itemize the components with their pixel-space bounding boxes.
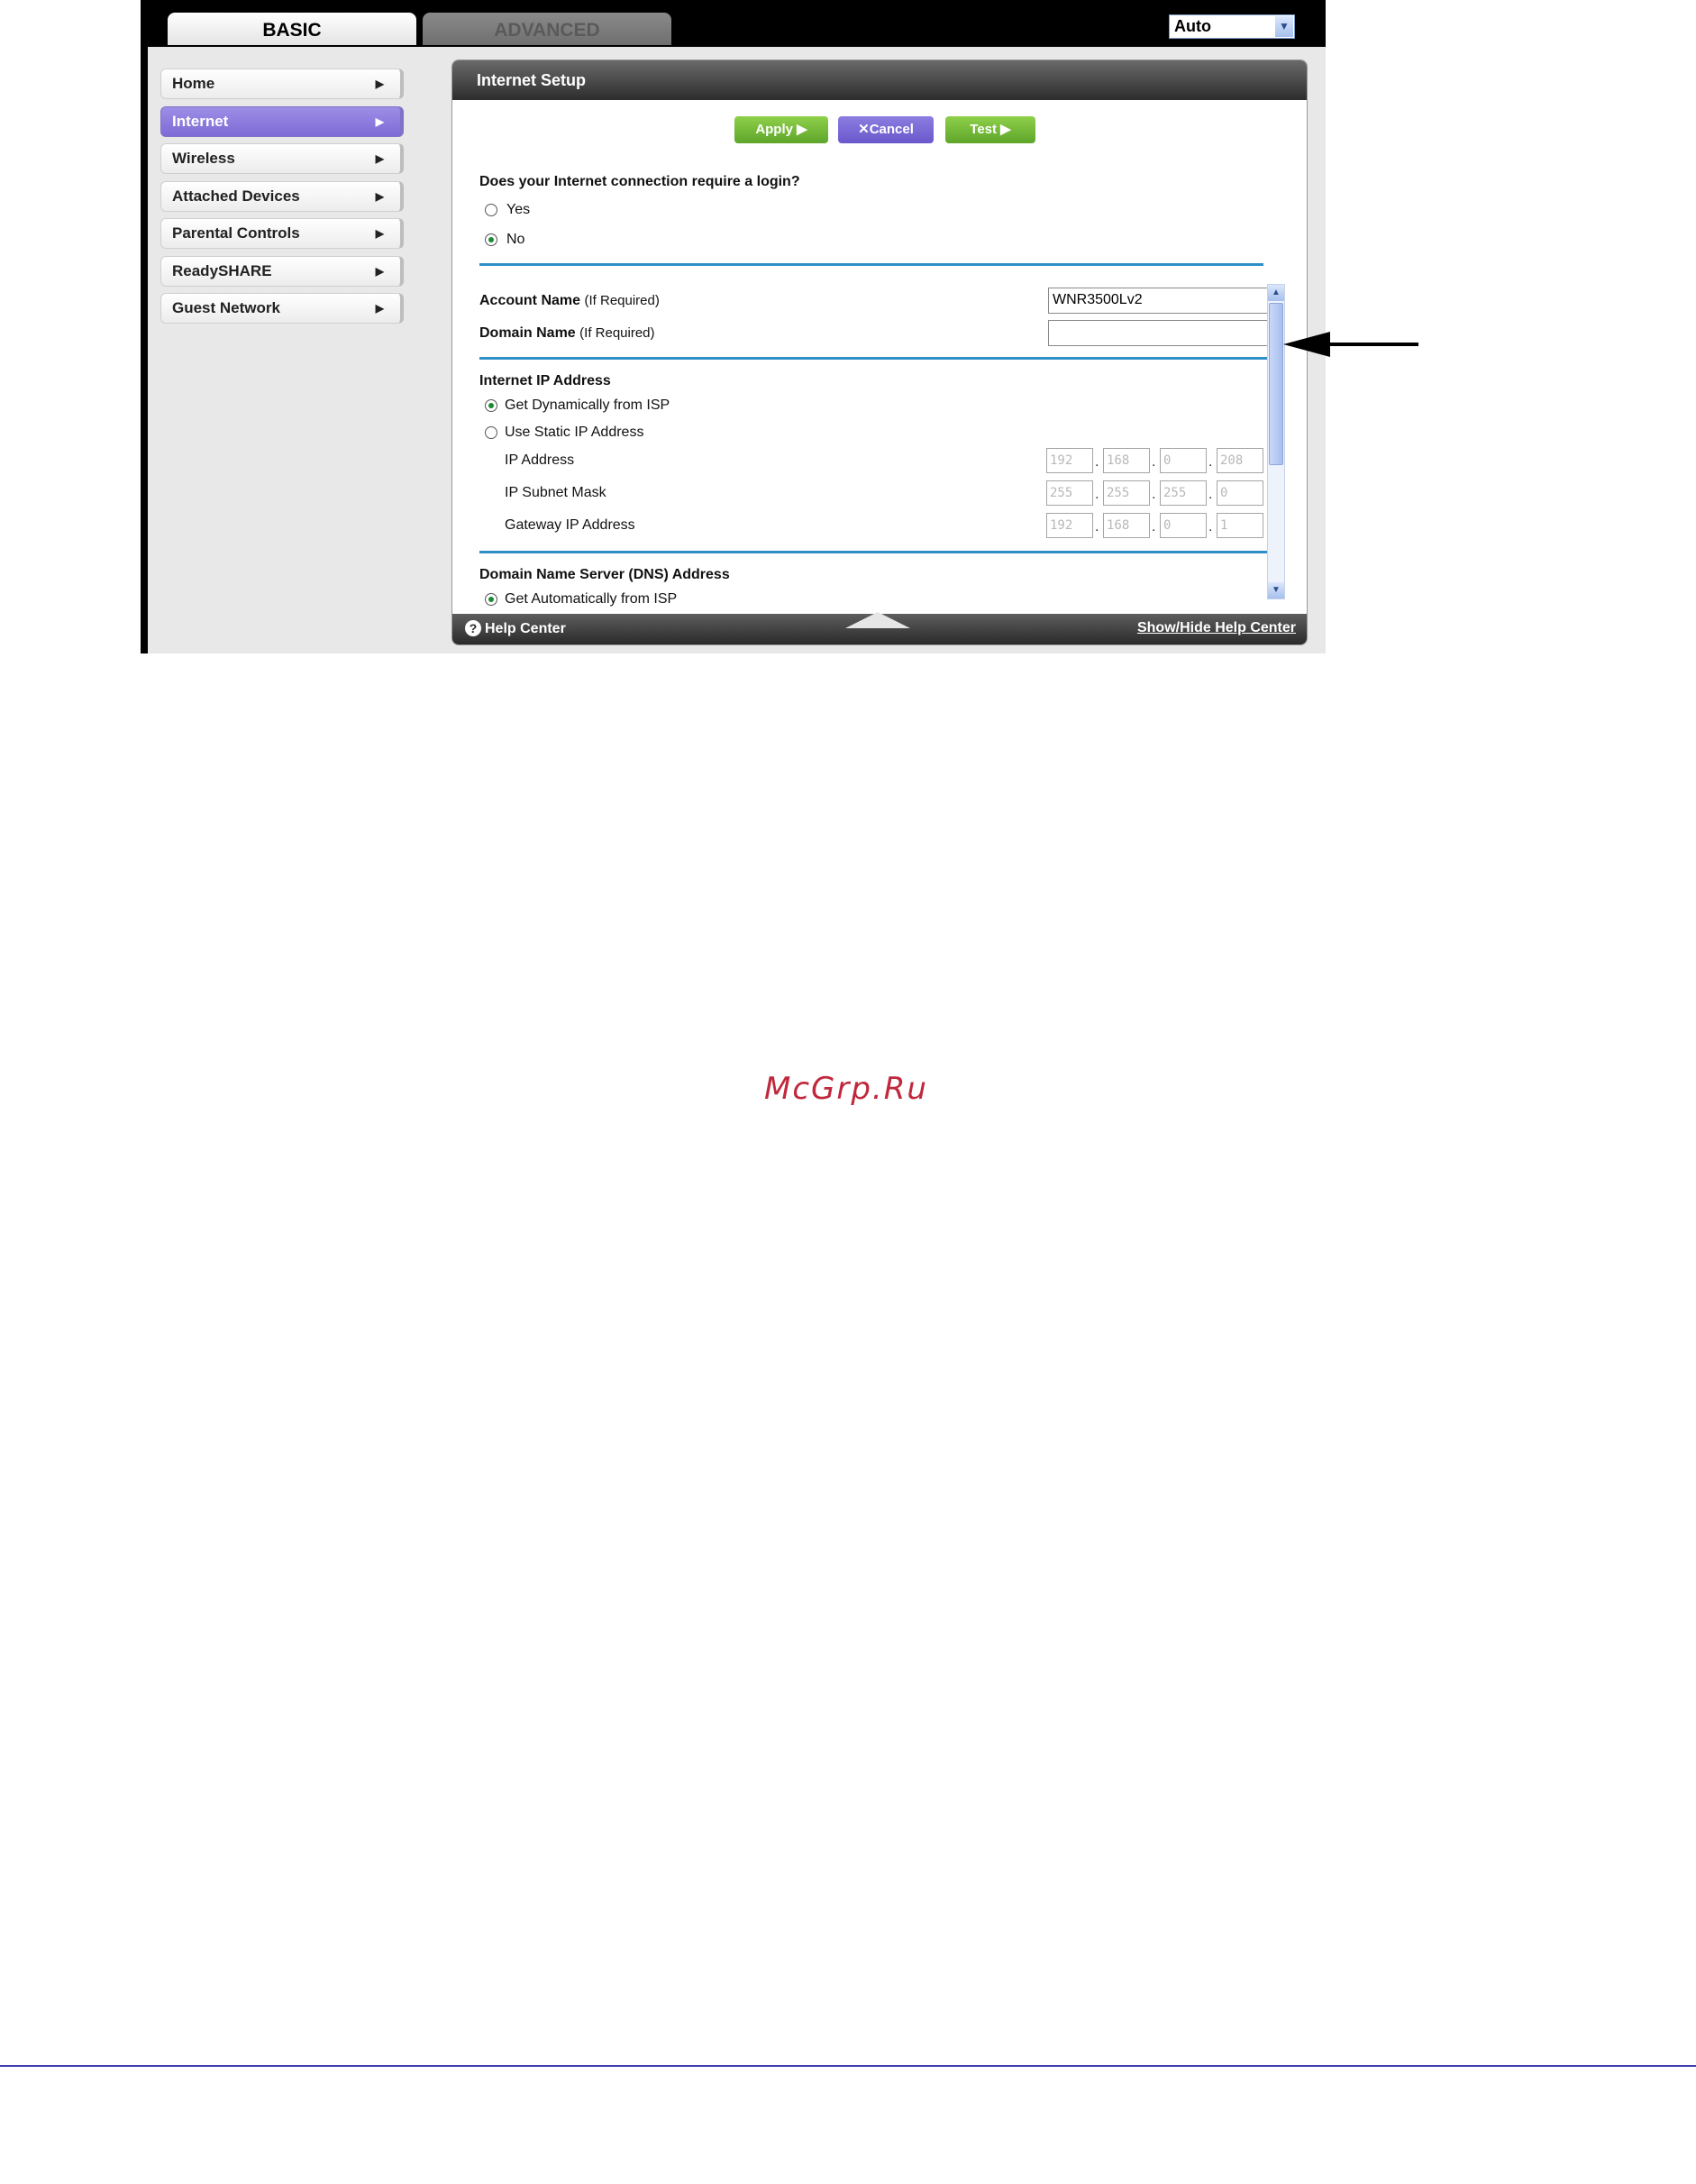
sidebar-item-internet[interactable] [160, 106, 404, 137]
ip-dynamic-label: Get Dynamically from ISP [505, 398, 670, 413]
panel-footer [452, 614, 1308, 644]
ip-address-octet-3[interactable]: 0 [1160, 448, 1207, 473]
octet-separator: . [1152, 487, 1156, 502]
divider [479, 551, 1272, 553]
subnet-mask-octet-3[interactable]: 255 [1160, 480, 1207, 506]
test-button[interactable]: Test ▶ [945, 116, 1035, 143]
subnet-mask-octet-4[interactable]: 0 [1217, 480, 1263, 506]
account-name-label [479, 293, 660, 309]
triangle-right-icon: ▶ [375, 265, 384, 278]
chevron-down-icon: ▼ [1275, 16, 1293, 37]
octet-separator: . [1208, 454, 1213, 470]
sidebar-item-parental-controls[interactable] [160, 218, 404, 249]
login-no-label: No [506, 232, 525, 247]
octet-separator: . [1152, 454, 1156, 470]
account-name-hint: (If Required) [584, 293, 660, 308]
scroll-down-icon[interactable]: ▼ [1268, 582, 1284, 599]
account-name-label-text: Account Name [479, 293, 581, 308]
callout-arrow-icon [1283, 326, 1420, 362]
divider [479, 357, 1272, 360]
login-no-radio[interactable] [485, 233, 497, 246]
scroll-up-icon[interactable]: ▲ [1268, 285, 1284, 301]
sidebar-item-label: Home [172, 75, 215, 92]
language-select[interactable] [1169, 14, 1295, 39]
domain-name-hint: (If Required) [579, 325, 655, 341]
divider [479, 263, 1263, 266]
domain-name-label [479, 325, 655, 342]
account-name-input[interactable]: WNR3500Lv2 [1048, 288, 1272, 314]
dns-auto-label: Get Automatically from ISP [505, 591, 678, 607]
sidebar-item-label: Guest Network [172, 299, 280, 316]
sidebar-item-attached-devices[interactable] [160, 181, 404, 212]
dns-auto-radio[interactable] [485, 593, 497, 606]
domain-name-label-text: Domain Name [479, 325, 576, 341]
login-yes-radio[interactable] [485, 204, 497, 216]
ip-dynamic-radio[interactable] [485, 399, 497, 412]
tab-basic[interactable]: BASIC [168, 13, 416, 45]
gateway-octet-3[interactable]: 0 [1160, 513, 1207, 538]
login-yes-label: Yes [506, 202, 531, 217]
help-center-label: Help Center [485, 621, 566, 636]
sidebar-item-label: Attached Devices [172, 187, 300, 205]
question-icon: ? [465, 620, 481, 636]
scrollbar-thumb[interactable] [1269, 303, 1283, 465]
triangle-right-icon: ▶ [375, 115, 384, 128]
triangle-right-icon: ▶ [375, 78, 384, 90]
dns-section-title: Domain Name Server (DNS) Address [479, 567, 730, 582]
triangle-right-icon: ▶ [375, 152, 384, 165]
sidebar-item-guest-network[interactable] [160, 293, 404, 324]
ip-address-octet-1[interactable]: 192 [1046, 448, 1093, 473]
triangle-right-icon: ▶ [375, 302, 384, 315]
sidebar-item-home[interactable] [160, 69, 404, 99]
sidebar-item-label: ReadySHARE [172, 262, 272, 279]
ip-address-octet-2[interactable]: 168 [1103, 448, 1150, 473]
cancel-button[interactable] [838, 116, 934, 143]
router-screenshot-frame [141, 0, 1326, 653]
login-question: Does your Internet connection require a login? [479, 174, 800, 189]
sidebar-item-label: Wireless [172, 150, 235, 167]
panel-title: Internet Setup [452, 60, 1308, 100]
gateway-label: Gateway IP Address [505, 517, 635, 533]
ip-static-radio[interactable] [485, 426, 497, 439]
subnet-mask-label: IP Subnet Mask [505, 485, 606, 500]
scrollbar[interactable] [1267, 284, 1285, 599]
octet-separator: . [1208, 487, 1213, 502]
octet-separator: . [1095, 519, 1099, 535]
cancel-button-label: Cancel [869, 122, 914, 137]
watermark: McGrp.Ru [764, 1071, 928, 1107]
octet-separator: . [1095, 454, 1099, 470]
subnet-mask-octet-1[interactable]: 255 [1046, 480, 1093, 506]
ip-section-title: Internet IP Address [479, 373, 611, 388]
sidebar-item-wireless[interactable] [160, 143, 404, 174]
triangle-right-icon: ▶ [375, 227, 384, 240]
domain-name-input[interactable] [1048, 320, 1272, 346]
octet-separator: . [1208, 519, 1213, 535]
close-icon: ✕ [858, 122, 870, 137]
sidebar-item-label: Parental Controls [172, 224, 300, 242]
bottom-rule [0, 2065, 1696, 2067]
ip-address-label: IP Address [505, 452, 575, 468]
language-select-value: Auto [1174, 17, 1211, 35]
router-admin-screen [148, 4, 1326, 653]
expand-triangle-icon[interactable] [845, 612, 910, 628]
ip-static-label: Use Static IP Address [505, 425, 644, 440]
tab-advanced[interactable]: ADVANCED [423, 13, 671, 45]
gateway-octet-2[interactable]: 168 [1103, 513, 1150, 538]
gateway-octet-1[interactable]: 192 [1046, 513, 1093, 538]
gateway-octet-4[interactable]: 1 [1217, 513, 1263, 538]
octet-separator: . [1095, 487, 1099, 502]
subnet-mask-octet-2[interactable]: 255 [1103, 480, 1150, 506]
help-center-link[interactable] [465, 620, 566, 637]
sidebar-item-readyshare[interactable] [160, 256, 404, 287]
ip-address-octet-4[interactable]: 208 [1217, 448, 1263, 473]
octet-separator: . [1152, 519, 1156, 535]
top-bar [148, 4, 1326, 47]
apply-button[interactable]: Apply ▶ [734, 116, 828, 143]
triangle-right-icon: ▶ [375, 190, 384, 203]
sidebar-item-label: Internet [172, 113, 229, 130]
internet-setup-panel [451, 59, 1308, 645]
show-hide-help-link[interactable]: Show/Hide Help Center [1136, 620, 1296, 635]
